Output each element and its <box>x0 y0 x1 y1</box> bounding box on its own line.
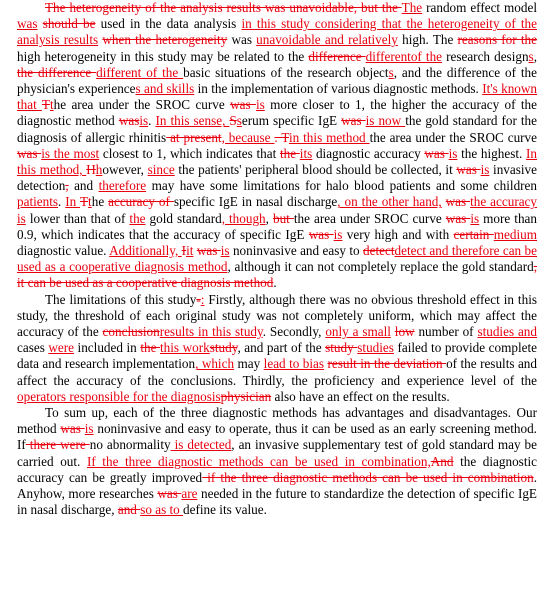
body-text: the patients' peripheral blood should be collected, it <box>174 162 457 178</box>
body-text: used in the data analysis <box>95 16 242 32</box>
body-text: the highest. <box>457 145 526 161</box>
body-text: diagnostic accuracy <box>312 145 425 161</box>
deleted-text: T <box>79 194 89 210</box>
body-text: invasive detection <box>17 162 537 194</box>
inserted-text: , though <box>221 210 266 226</box>
body-text: of the results and affect the accuracy of the conclusions. Thirdly, the proficiency and experience level of the <box>17 356 537 388</box>
body-text: Firstly, although there was no obvious threshold effect in this study, the threshold of each original study was not completely uniform, which may affect the accuracy of the <box>17 291 537 340</box>
deleted-text: was <box>230 97 256 113</box>
inserted-text: In <box>65 194 80 210</box>
inserted-text: are <box>181 486 198 502</box>
inserted-text: is <box>84 421 94 437</box>
inserted-text: differentof the <box>365 48 443 64</box>
inserted-text: only a small <box>325 324 391 340</box>
inserted-text: this work <box>160 340 210 356</box>
inserted-text: unavoidable and relatively <box>256 32 398 48</box>
body-text: . <box>148 113 156 129</box>
inserted-text: is <box>448 145 458 161</box>
inserted-text: In this method, <box>17 145 537 178</box>
deleted-text: was <box>456 162 481 178</box>
inserted-text: different of the <box>96 64 184 80</box>
inserted-text: : <box>200 291 205 307</box>
deleted-text: there were <box>25 437 90 453</box>
inserted-text: , on the other hand, <box>337 194 442 210</box>
body-text: specific IgE in nasal discharge <box>173 194 338 210</box>
deleted-text: was <box>341 113 366 129</box>
body-text: . Secondly, <box>262 324 326 340</box>
inserted-text: In this sense, <box>155 113 230 129</box>
body-text: noninvasive and easy to operate, thus it can be used as an early screening method. If <box>17 421 537 453</box>
body-text: owever, <box>102 162 148 178</box>
deleted-text: T <box>41 97 50 113</box>
body-text: more than 0.9, which indicates that the accuracy of specific IgE <box>17 210 537 242</box>
inserted-text: the <box>129 210 146 226</box>
inserted-text: is <box>333 226 343 242</box>
inserted-text: is the most <box>41 145 100 161</box>
body-text: and <box>68 178 99 194</box>
inserted-text: detect and therefore can be used as a cooperative diagnosis method <box>17 243 537 275</box>
inserted-text: studies and <box>477 324 537 340</box>
inserted-text: studies <box>357 340 394 356</box>
body-text: in the implementation of various diagnostic methods. <box>194 81 483 97</box>
body-text: . <box>273 275 277 291</box>
inserted-text: the accuracy is <box>17 194 538 226</box>
inserted-text: its <box>299 145 313 161</box>
deleted-text: accuracy of <box>108 194 174 210</box>
inserted-text: , because <box>221 129 275 145</box>
deleted-text: , it can be used as a cooperative diagnosis method <box>17 259 537 291</box>
body-text: also have an effect on the results. <box>271 388 450 404</box>
body-text: erum specific IgE <box>241 113 342 129</box>
inserted-text: in this method <box>288 129 370 145</box>
body-text: very high and with <box>342 226 454 242</box>
inserted-text: was <box>17 16 38 32</box>
inserted-text: s and skills <box>135 81 195 97</box>
inserted-text: t <box>49 97 54 113</box>
deleted-text: the <box>140 340 160 356</box>
body-text: basic situations of the research object <box>183 64 389 80</box>
inserted-text: it <box>186 243 194 259</box>
body-text: may have some limitations for halo blood patients and some children <box>146 178 538 194</box>
inserted-text: s <box>388 64 394 80</box>
body-text: high. The <box>397 32 458 48</box>
inserted-text: in this study considering that the heterogeneity of the analysis results <box>17 16 537 48</box>
body-text: number of <box>414 324 478 340</box>
inserted-text: , which <box>195 356 235 372</box>
deleted-text: at present <box>166 129 222 145</box>
inserted-text: The <box>401 0 423 15</box>
deleted-text: study <box>209 340 238 356</box>
body-text: The limitations of this study <box>45 291 197 307</box>
deleted-text: conclusion <box>102 324 160 340</box>
inserted-text: is <box>255 97 265 113</box>
body-text: needed in the future to standardize the detection of specific IgE in nasal discharge, <box>17 486 537 518</box>
inserted-text: Additionally, <box>109 243 182 259</box>
body-text: , <box>265 210 273 226</box>
body-text: . Anyhow, more researches <box>17 469 537 502</box>
inserted-text: since <box>147 162 175 178</box>
body-text: . <box>58 194 66 210</box>
body-text: define its value. <box>183 502 267 518</box>
deleted-text: should be <box>42 16 96 32</box>
paragraph-methods-discussion <box>17 0 537 292</box>
body-text: the area under the SROC curve <box>369 129 537 145</box>
deleted-text: detect <box>363 243 395 259</box>
body-text: To sum up, each of the three diagnostic methods has advantages and disadvantages. Our method <box>17 405 537 437</box>
body-text: diagnostic value. <box>17 243 110 259</box>
inserted-text: is now <box>365 113 406 129</box>
inserted-text: lead to bias <box>263 356 325 372</box>
deleted-text: if the three diagnostic methods can be used in combination <box>202 469 534 485</box>
body-text: may <box>234 356 264 372</box>
body-text: more closer to 1, the higher the accuracy of the diagnostic method <box>17 97 537 129</box>
deleted-text: and <box>117 502 141 518</box>
deleted-text: the difference <box>17 64 97 80</box>
inserted-text: medium <box>493 226 537 242</box>
deleted-text: , <box>65 178 69 194</box>
inserted-text: is <box>480 162 490 178</box>
inserted-text: so as to <box>140 502 184 518</box>
body-text: cases <box>17 340 49 356</box>
body-text: he area under the SROC curve <box>53 97 231 113</box>
inserted-text: operators responsible for the diagnosis <box>17 388 221 404</box>
inserted-text: therefore <box>98 178 147 194</box>
inserted-text: were <box>48 340 74 356</box>
body-text: the gold standard for the diagnosis of allergic rhinitis <box>17 113 537 145</box>
deleted-text: was <box>308 226 334 242</box>
body-text: no abnormality <box>89 437 171 453</box>
deleted-text: . T <box>274 129 289 145</box>
deleted-text: when the heterogeneity <box>102 32 228 48</box>
inserted-text: is <box>470 210 480 226</box>
deleted-text: The heterogeneity of the analysis results was unavoidable, but the <box>45 0 402 15</box>
body-text: closest to 1, which indicates that <box>99 145 280 161</box>
inserted-text: s <box>236 113 242 129</box>
body-text: , although it can not completely replace the gold standard <box>227 259 534 275</box>
body-text: was <box>227 32 257 48</box>
deleted-text: but <box>272 210 294 226</box>
body-text: the diagnostic accuracy can be greatly improved <box>17 453 537 485</box>
paragraph-limitations <box>17 292 537 405</box>
deleted-text: was <box>445 194 471 210</box>
inserted-text: h <box>95 162 103 178</box>
deleted-text: study <box>325 340 358 356</box>
inserted-text: If the three diagnostic methods can be used in combination, <box>86 453 431 469</box>
body-text: included in <box>74 340 141 356</box>
inserted-text: is <box>220 243 230 259</box>
body-text: the area under SROC curve <box>293 210 446 226</box>
deleted-text: difference <box>308 48 366 64</box>
deleted-text: S <box>229 113 237 129</box>
body-text: gold standard <box>145 210 222 226</box>
body-text: , an invasive supplementary test of gold standard may be carried out. <box>17 437 537 469</box>
paragraph-conclusion <box>17 405 537 518</box>
inserted-text: is <box>139 113 149 129</box>
inserted-text: results in this study <box>159 324 263 340</box>
deleted-text: was <box>424 145 449 161</box>
deleted-text: was <box>196 243 221 259</box>
deleted-text: I <box>181 243 187 259</box>
deleted-text: H <box>86 162 96 178</box>
deleted-text: physician <box>220 388 272 404</box>
deleted-text: reasons for the <box>457 32 537 48</box>
body-text: noninvasive and easy to <box>229 243 364 259</box>
inserted-text: is detected <box>170 437 232 453</box>
body-text: , <box>533 48 537 64</box>
deleted-text: was <box>118 113 140 129</box>
deleted-text: result in the deviation <box>327 356 447 372</box>
inserted-text: It's known that <box>17 81 538 113</box>
body-text: he <box>91 194 109 210</box>
deleted-text: was <box>445 210 471 226</box>
body-text: , and the difference of the physician's experience <box>17 64 537 97</box>
body-text: lower than that of <box>25 210 130 226</box>
document-body <box>17 0 537 519</box>
inserted-text: t <box>88 194 92 210</box>
body-text: high heterogeneity in this study may be related to the <box>17 48 309 64</box>
deleted-text: And <box>430 453 454 469</box>
body-text: failed to provide complete data and research implementation <box>17 340 538 372</box>
inserted-text: s <box>528 48 534 64</box>
body-text: research design <box>442 48 529 64</box>
deleted-text: was <box>157 486 182 502</box>
body-text: , and part of the <box>237 340 326 356</box>
deleted-text: was <box>60 421 85 437</box>
deleted-text: low <box>394 324 415 340</box>
deleted-text: was <box>17 145 42 161</box>
deleted-text: the <box>279 145 300 161</box>
body-text: random effect model <box>422 0 538 15</box>
inserted-text: patients <box>17 194 59 210</box>
deleted-text: - <box>196 291 201 307</box>
deleted-text: certain <box>453 226 494 242</box>
